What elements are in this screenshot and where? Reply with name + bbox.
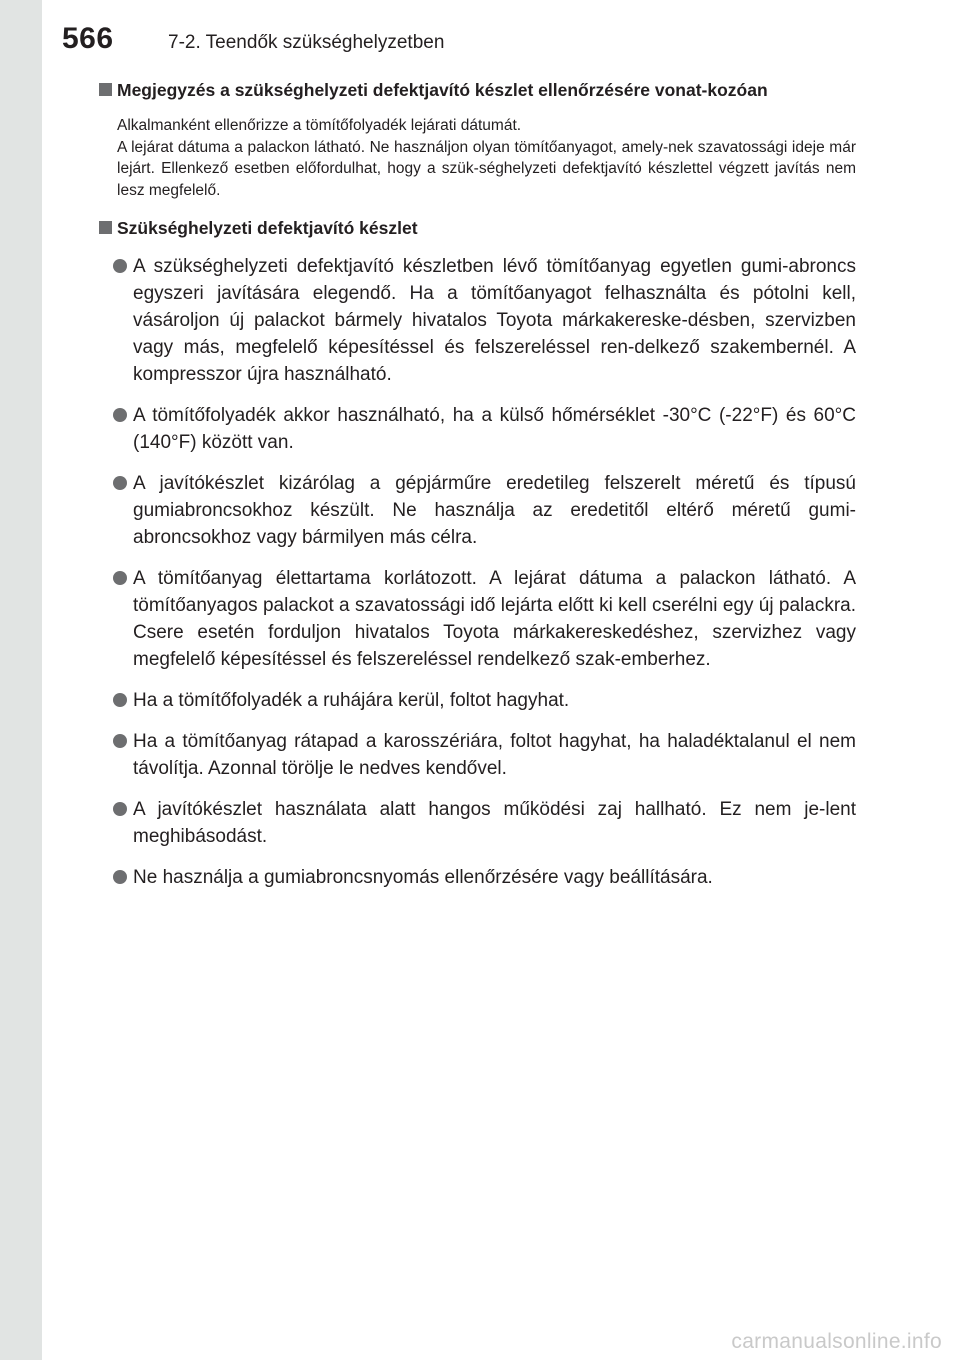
dot-icon (113, 408, 127, 422)
section-heading (98, 77, 856, 103)
bullet-text: A tömítőfolyadék akkor használható, ha a külső hőmérséklet -30°C (-22°F) és 60°C (140°F) között van. (133, 405, 856, 453)
page-number: 566 (62, 22, 114, 55)
section-title: 7-2. Teendők szükséghelyzetben (168, 32, 445, 53)
bullet-item (98, 864, 856, 891)
section-heading (98, 215, 856, 241)
dot-icon (113, 693, 127, 707)
dot-icon (113, 802, 127, 816)
bullet-list (98, 253, 856, 891)
dot-icon (113, 734, 127, 748)
dot-icon (113, 259, 127, 273)
page-side-margin (0, 0, 42, 1360)
page-content (98, 77, 856, 905)
bullet-text: Ha a tömítőanyag rátapad a karosszériára, foltot hagyhat, ha haladéktalanul el nem távolítja. Azonnal törölje le nedves kendővel. (133, 731, 856, 779)
dot-icon (113, 476, 127, 490)
note-paragraph: Alkalmanként ellenőrizze a tömítőfolyadék lejárati dátumát. (117, 117, 522, 134)
bullet-text: Ha a tömítőfolyadék a ruhájára kerül, foltot hagyhat. (133, 690, 570, 711)
bullet-item (98, 253, 856, 388)
note-paragraph: A lejárat dátuma a palackon látható. Ne használjon olyan tömítőanyagot, amely-nek szavatossági ideje már lejárt. Ellenkező esetben előfordulhat, hogy a szük-séghelyzeti defektjavító készlettel végzett javítás nem lesz megfelelő. (117, 138, 856, 199)
dot-icon (113, 870, 127, 884)
bullet-text: A javítókészlet kizárólag a gépjárműre eredetileg felszerelt méretű és típusú gumiabroncsokhoz készült. Ne használja az eredetitől eltérő méretű gumi-abroncsokhoz vagy bármilyen más célra. (133, 473, 856, 548)
bullet-text: Ne használja a gumiabroncsnyomás ellenőrzésére vagy beállítására. (133, 867, 713, 888)
bullet-item (98, 728, 856, 782)
bullet-text: A javítókészlet használata alatt hangos működési zaj hallható. Ez nem je-lent meghibásodást. (133, 799, 856, 847)
section-note (98, 115, 856, 201)
bullet-item (98, 565, 856, 673)
square-icon (99, 83, 112, 96)
dot-icon (113, 571, 127, 585)
bullet-item (98, 402, 856, 456)
bullet-item (98, 796, 856, 850)
bullet-text: A tömítőanyag élettartama korlátozott. A lejárat dátuma a palackon látható. A tömítőanyagos palackot a szavatossági idő lejárta előtt ki kell cserélni egy új palackra. Csere esetén forduljon hivatalos Toyota márkakereskedéshez, szervizhez vagy megfelelő képesítéssel és felszereléssel rendelkező szak-emberhez. (133, 568, 856, 670)
section-heading-text: Szükséghelyzeti defektjavító készlet (117, 218, 418, 238)
section-heading-text: Megjegyzés a szükséghelyzeti defektjavító készlet ellenőrzésére vonat-kozóan (117, 80, 768, 100)
square-icon (99, 221, 112, 234)
watermark: carmanualsonline.info (731, 1330, 942, 1353)
bullet-text: A szükséghelyzeti defektjavító készletben lévő tömítőanyag egyetlen gumi-abroncs egyszeri javítására elegendő. Ha a tömítőanyagot felhasználta és pótolni kell, vásároljon új palackot bármely hivatalos Toyota márkakereske-désben, szervizben vagy más, megfelelő képesítéssel és felszereléssel ren-delkező szakembernél. A kompresszor újra használható. (133, 256, 856, 385)
bullet-item (98, 687, 856, 714)
bullet-item (98, 470, 856, 551)
